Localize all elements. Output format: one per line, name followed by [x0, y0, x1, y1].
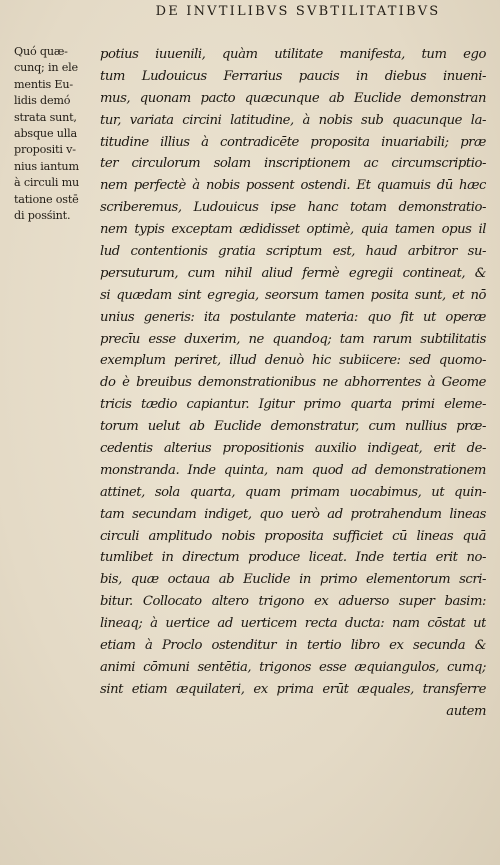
text-line: nem perfectè à nobis possent ostendi. Et quamuis dū hæc [100, 178, 486, 194]
text-line: persuturum, cum nihil aliud fermè egregii contineat, & [100, 265, 486, 281]
text-line: precīu esse duxerim, ne quandoq; tam rarum subtilitatis [100, 331, 486, 347]
running-head: DE INVTILIBVS SVBTILITATIBVS [155, 4, 441, 19]
text-line: mus, quonam pacto quæcunque ab Euclide demonstran [100, 90, 486, 106]
text-line: ter circulorum solam inscriptionem ac circumscriptio- [100, 156, 486, 172]
margin-note-line: nius iantum [14, 159, 79, 173]
text-line: titudine illius à contradicēte proposita inuariabili; præ [100, 134, 486, 150]
margin-note-line: absque ulla [14, 126, 77, 140]
margin-note-line: di posśint. [14, 208, 71, 222]
text-line: tum Ludouicus Ferrarius paucis in diebus inueni- [100, 68, 486, 84]
text-line: unius generis: ita postulante materia: quo fit ut operæ [100, 309, 486, 325]
margin-note [14, 44, 100, 224]
margin-note-line: mentis Eu- [14, 77, 73, 91]
text-line: sint etiam æquilateri, ex prima erūt æquales, transferre [100, 681, 486, 697]
text-line: scriberemus, Ludouicus ipse hanc totam demonstratio- [100, 200, 486, 216]
text-line: tur, variata circini latitudine, à nobis sub quacunque la- [100, 112, 486, 128]
text-line: si quædam sint egregia, seorsum tamen posita sunt, et nō [100, 287, 486, 303]
text-line: bitur. Collocato altero trigono ex aduerso super basim: [100, 594, 486, 610]
margin-note-line: propositi v- [14, 143, 76, 157]
text-line: tam secundam indiget, quo uerò ad protrahendum lineas [100, 506, 486, 522]
text-line: circuli amplitudo nobis proposita sufficiet cū lineas quā [100, 528, 486, 544]
text-line: torum uelut ab Euclide demonstratur, cum nullius præ- [100, 419, 486, 435]
catchword: autem [446, 703, 486, 719]
text-line: exemplum periret, illud denuò hic subiicere: sed quomo- [100, 353, 486, 369]
text-line: lud contentionis gratia scriptum est, haud arbitror su- [100, 244, 486, 260]
text-line: potius iuuenili, quàm utilitate manifesta, tum ego [100, 47, 486, 62]
margin-note-line: lidis demó [14, 94, 71, 108]
text-line: lineaq; à uertice ad uerticem recta ducta: nam cōstat ut [100, 616, 486, 632]
text-line: animi cōmuni sentētia, trigonos esse æquiangulos, cumq; [100, 659, 486, 675]
text-line: bis, quæ octaua ab Euclide in primo elementorum scri- [100, 572, 486, 588]
text-line: tricis tædio capiantur. Igitur primo quarta primi eleme- [100, 397, 486, 413]
margin-note-line: cunq; in ele [14, 61, 78, 75]
text-line: attinet, sola quarta, quam primam uocabimus, ut quin- [100, 484, 486, 500]
body-text [100, 44, 486, 723]
text-line: monstranda. Inde quinta, nam quod ad demonstrationem [100, 462, 486, 478]
text-line: tumlibet in directum produce liceat. Inde tertia erit no- [100, 550, 486, 566]
margin-note-line: à circuli mu [14, 176, 80, 190]
text-line: nem typis exceptam ædidisset optimè, quia tamen opus il [100, 222, 486, 238]
text-line: do è breuibus demonstrationibus ne abhorrentes à Geome [100, 375, 486, 391]
margin-note-line: Quó quæ- [14, 45, 68, 58]
margin-note-line: strata sunt, [14, 110, 77, 124]
margin-note-line: tatione ostē [14, 192, 79, 206]
text-line: etiam à Proclo ostenditur in tertio libro ex secunda & [100, 638, 486, 654]
text-line: cedentis alterius propositionis auxilio indigeat, erit de- [100, 441, 486, 457]
